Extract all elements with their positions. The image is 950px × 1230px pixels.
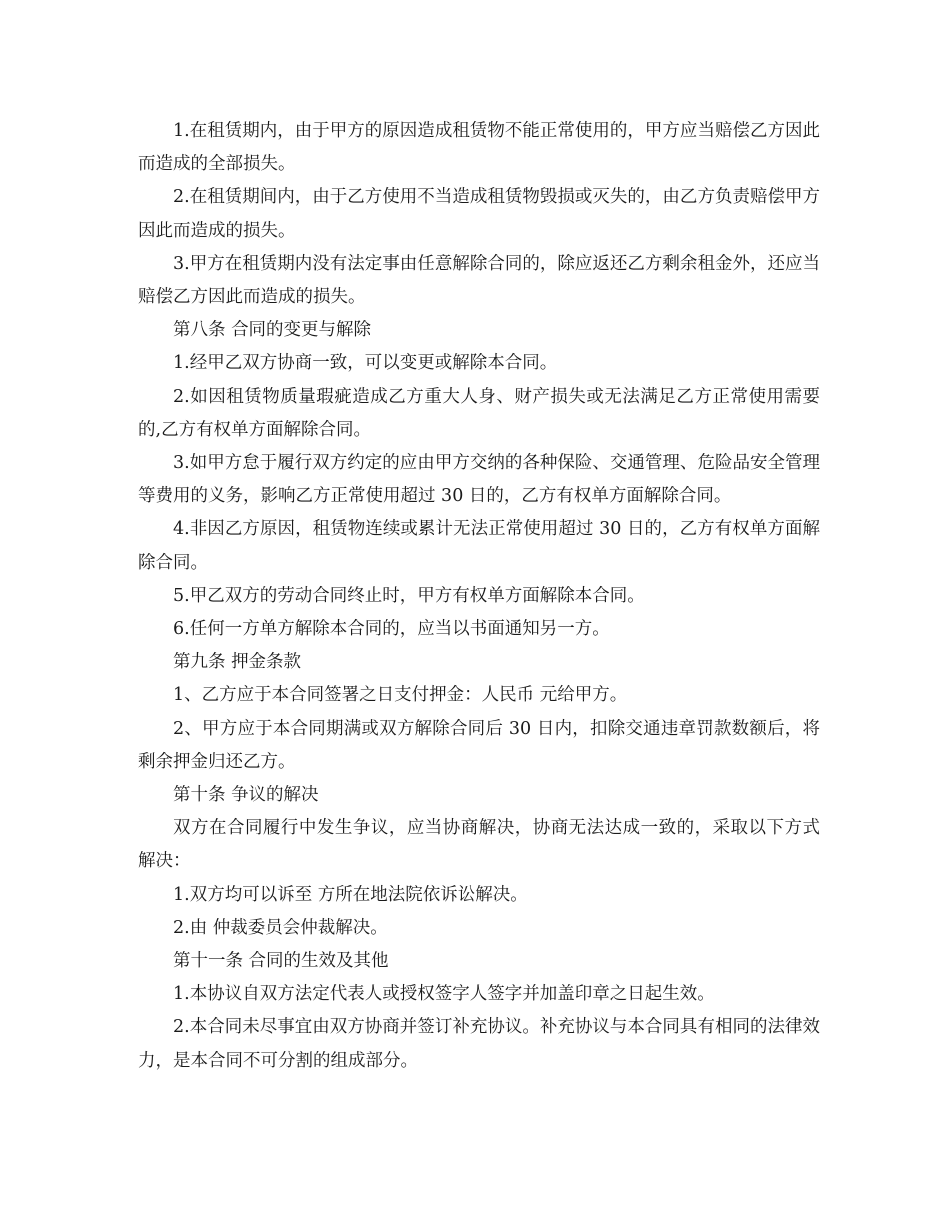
- clause-8-item-4: 4.非因乙方原因，租赁物连续或累计无法正常使用超过 30 日的，乙方有权单方面解除合同。: [138, 519, 820, 573]
- clause-8-item-1: 1.经甲乙双方协商一致，可以变更或解除本合同。: [173, 353, 558, 374]
- clause-10-intro: 双方在合同履行中发生争议，应当协商解决，协商无法达成一致的，采取以下方式解决：: [138, 818, 820, 872]
- clause-8-item-5: 5.甲乙双方的劳动合同终止时，甲方有权单方面解除本合同。: [173, 585, 645, 606]
- clause-11-heading: 第十一条 合同的生效及其他: [173, 951, 389, 972]
- clause-10-item-1: 1.双方均可以诉至 方所在地法院依诉讼解决。: [173, 884, 528, 905]
- clause-8-item-6: 6.任何一方单方解除本合同的，应当以书面通知另一方。: [173, 619, 610, 640]
- clause-10-heading: 第十条 争议的解决: [173, 785, 319, 806]
- clause-8-item-3: 3.如甲方怠于履行双方约定的应由甲方交纳的各种保险、交通管理、危险品安全管理等费用的义务，影响乙方正常使用超过 30 日的，乙方有权单方面解除合同。: [138, 453, 820, 507]
- clause-9-item-1: 1、乙方应于本合同签署之日支付押金：人民币 元给甲方。: [173, 685, 628, 706]
- clause-9-item-2: 2、甲方应于本合同期满或双方解除合同后 30 日内，扣除交通违章罚款数额后，将剩余押金归还乙方。: [138, 718, 820, 772]
- clause-7-item-3: 3.甲方在租赁期内没有法定事由任意解除合同的，除应返还乙方剩余租金外，还应当赔偿乙方因此而造成的损失。: [138, 253, 820, 308]
- clause-8-heading: 第八条 合同的变更与解除: [173, 320, 372, 341]
- clause-8-item-2: 2.如因租赁物质量瑕疵造成乙方重大人身、财产损失或无法满足乙方正常使用需要的,乙方有权单方面解除合同。: [138, 386, 820, 440]
- clause-7-item-1: 1.在租赁期内，由于甲方的原因造成租赁物不能正常使用的，甲方应当赔偿乙方因此而造成的全部损失。: [138, 121, 820, 175]
- clause-10-item-2: 2.由 仲裁委员会仲裁解决。: [173, 917, 388, 938]
- clause-7-item-2: 2.在租赁期间内，由于乙方使用不当造成租赁物毁损或灭失的，由乙方负责赔偿甲方因此而造成的损失。: [138, 187, 820, 241]
- clause-9-heading: 第九条 押金条款: [173, 652, 302, 673]
- clause-11-item-2: 2.本合同未尽事宜由双方协商并签订补充协议。补充协议与本合同具有相同的法律效力，是本合同不可分割的组成部分。: [138, 1017, 820, 1071]
- clause-11-item-1: 1.本协议自双方法定代表人或授权签字人签字并加盖印章之日起生效。: [173, 984, 715, 1005]
